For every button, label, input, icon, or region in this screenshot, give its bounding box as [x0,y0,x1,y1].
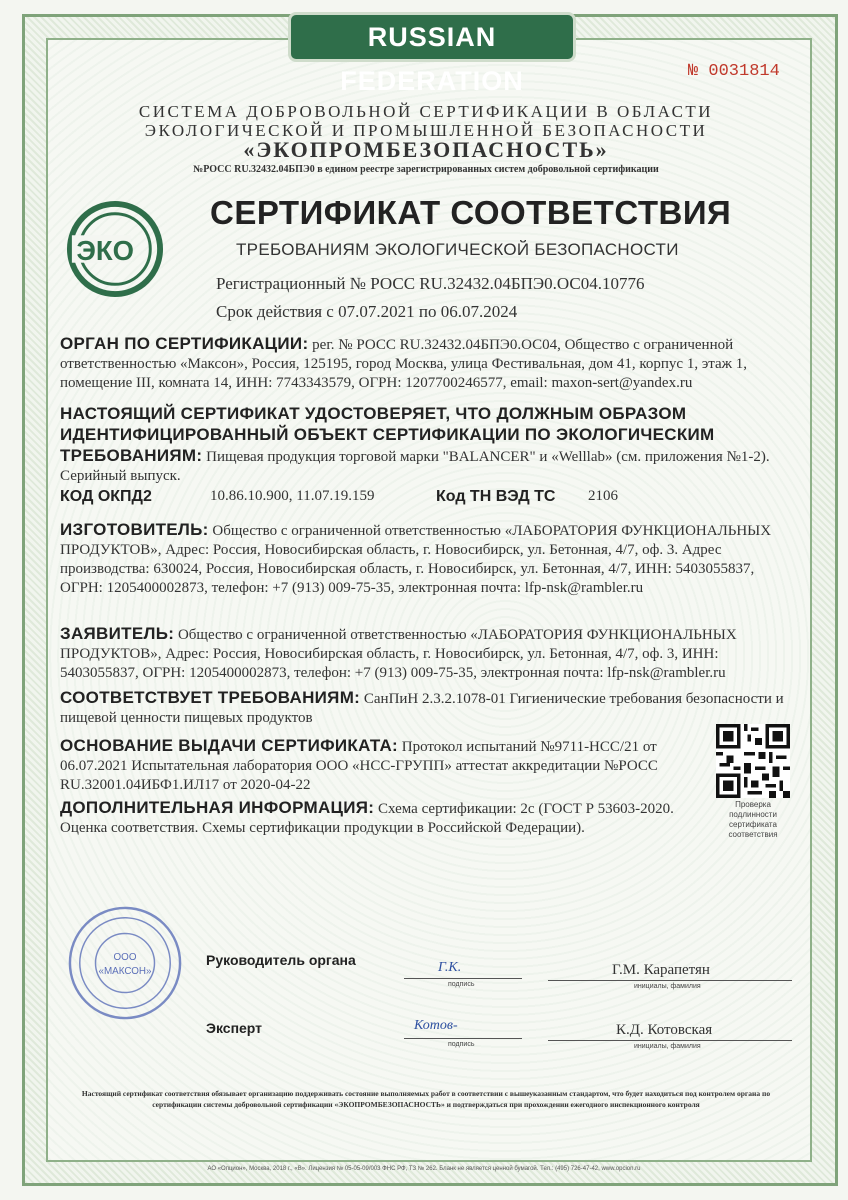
system-title [60,102,792,162]
registration-number: Регистрационный № РОСС RU.32432.04БПЭ0.ОС04.10776 [216,274,645,293]
basis-text: Протокол испытаний №9711-НСС/21 от 06.07.2021 Испытательная лаборатория ООО «НСС-ГРУПП» аттестат аккредитации №РОСС RU.32001.04ИБФ1.ИЛ17 от 2020-04-22 [60,739,658,793]
tnved-block [436,488,555,506]
expert-initials-caption: инициалы, фамилия [634,1043,701,1050]
tnved-label: Код ТН ВЭД ТС [436,488,556,505]
header-banner: RUSSIAN FEDERATION [288,12,576,62]
applicant-label: ЗАЯВИТЕЛЬ: [60,624,175,643]
registry-note: №РОСС RU.32432.04БПЭ0 в едином реестре зарегистрированных систем добровольной сертификации [193,164,659,175]
additional-info-text: Схема сертификации: 2с (ГОСТ Р 53603-2020. Оценка соответствия. Схемы сертификации продукции в Российской Федерации). [60,801,674,836]
okpd-value: 10.86.10.900, 11.07.19.159 [210,488,375,504]
basis-label: ОСНОВАНИЕ ВЫДАЧИ СЕРТИФИКАТА: [60,736,398,755]
certifies-section [60,404,794,486]
applicant-section [60,624,794,683]
head-signature: Г.К. [438,960,462,975]
manufacturer-label: ИЗГОТОВИТЕЛЬ: [60,520,209,539]
qr-caption: Проверка подлинности сертификата соответствия [728,800,778,839]
head-initials-caption: инициалы, фамилия [634,983,701,990]
eko-logo-text: ЭКО [76,234,135,266]
certificate-title: СЕРТИФИКАТ СООТВЕТСТВИЯ [210,194,732,231]
certificate-subtitle: ТРЕБОВАНИЯМ ЭКОЛОГИЧЕСКОЙ БЕЗОПАСНОСТИ [236,240,679,259]
head-name: Г.М. Карапетян [612,962,710,978]
additional-info-label: ДОПОЛНИТЕЛЬНАЯ ИНФОРМАЦИЯ: [60,798,375,817]
validity-period: Срок действия с 07.07.2021 по 06.07.2024 [216,302,518,321]
head-signature-line [404,978,522,979]
requirements-text: СанПиН 2.3.2.1078-01 Гигиенические требования безопасности и пищевой ценности пищевых продуктов [60,691,784,726]
system-name: «ЭКОПРОМБЕЗОПАСНОСТЬ» [243,137,609,162]
certifies-text: Пищевая продукция торговой марки "BALANCER" и «Welllab» (см. приложения №1-2). Серийный выпуск. [60,449,770,484]
manufacturer-text: Общество с ограниченной ответственностью «ЛАБОРАТОРИЯ ФУНКЦИОНАЛЬНЫХ ПРОДУКТОВ», Адрес: Россия, Новосибирская область, г. Новосибирск, ул. Бетонная, 4/7, оф. 3. Адрес производства: 630024, Россия, Новосибирская область, г. Новосибирск, ул. Бетонная, 4/7, ИНН: 5403055837, ОГРН: 1205400002873, телефон: +7 (913) 009-75-35, электронная почта: lfp-nsk@rambler.ru [60,523,772,596]
system-title-line1: СИСТЕМА ДОБРОВОЛЬНОЙ СЕРТИФИКАЦИИ В ОБЛАСТИ [138,102,714,121]
expert-name: К.Д. Котовская [616,1022,713,1038]
stamp-line2: «МАКСОН» [98,965,152,977]
stamp-line1: ООО [113,952,137,964]
additional-info-section [60,798,706,838]
certification-body-section [60,334,794,393]
organization-stamp [66,904,184,1022]
eko-logo [66,200,164,298]
head-name-line [548,980,792,981]
serial-number: № 0031814 [688,62,780,81]
applicant-text: Общество с ограниченной ответственностью «ЛАБОРАТОРИЯ ФУНКЦИОНАЛЬНЫХ ПРОДУКТОВ», Адрес: Россия, Новосибирская область, г. Новосибирск, ул. Бетонная, 4/7, оф. 3, ИНН: 5403055837, ОГРН: 1205400002873, телефон: +7 (913) 009-75-35, электронная почта: lfp-nsk@rambler.ru [60,627,737,681]
qr-code[interactable] [716,724,790,798]
expert-sign-caption: подпись [448,1041,475,1048]
system-title-line2: ЭКОЛОГИЧЕСКОЙ И ПРОМЫШЛЕННОЙ БЕЗОПАСНОСТИ [144,121,708,140]
certifies-label: НАСТОЯЩИЙ СЕРТИФИКАТ УДОСТОВЕРЯЕТ, ЧТО ДОЛЖНЫМ ОБРАЗОМ ИДЕНТИФИЦИРОВАННЫЙ ОБЪЕКТ СЕРТИФИКАЦИИ ПО ЭКОЛОГИЧЕСКИМ ТРЕБОВАНИЯМ: [60,404,715,465]
expert-label: Эксперт [206,1020,263,1036]
basis-section [60,736,706,795]
head-label: Руководитель органа [206,952,356,968]
okpd-block [60,488,152,506]
printer-imprint: АО «Опцион», Москва, 2018 г., «В». Лицензия № 05-05-09/003 ФНС РФ, ТЗ № 262. Бланк не является ценной бумагой. Тел.: (495) 726-47-42, www.opcion.ru [207,1166,641,1172]
expert-signature-line [404,1038,522,1039]
footer-notice: Настоящий сертификат соответствия обязывает организацию поддерживать состояние выполняемых работ в соответствии с вышеуказанным стандартом, что будет находиться под контролем органа по сертификации системы добровольной сертификации «ЭКОПРОМБЕЗОПАСНОСТЬ» и подтверждаться при прохождении ежегодного инспекционного контроля [81,1089,771,1109]
okpd-label: КОД ОКПД2 [60,488,152,505]
tnved-value: 2106 [588,488,618,504]
expert-name-line [548,1040,792,1041]
expert-signature: Котов- [414,1018,458,1033]
head-sign-caption: подпись [448,981,475,988]
certification-body-text: рег. № РОСС RU.32432.04БПЭ0.ОС04, Общество с ограниченной ответственностью «Максон», Россия, 125195, город Москва, улица Фестивальная, дом 41, корпус 1, этаж 1, помещение III, комната 14, ИНН: 7743343579, ОГРН: 1207700246577, email: maxon-sert@yandex.ru [60,337,748,391]
certification-body-label: ОРГАН ПО СЕРТИФИКАЦИИ: [60,334,309,353]
requirements-label: СООТВЕТСТВУЕТ ТРЕБОВАНИЯМ: [60,688,361,707]
manufacturer-section [60,520,794,598]
requirements-section [60,688,794,728]
